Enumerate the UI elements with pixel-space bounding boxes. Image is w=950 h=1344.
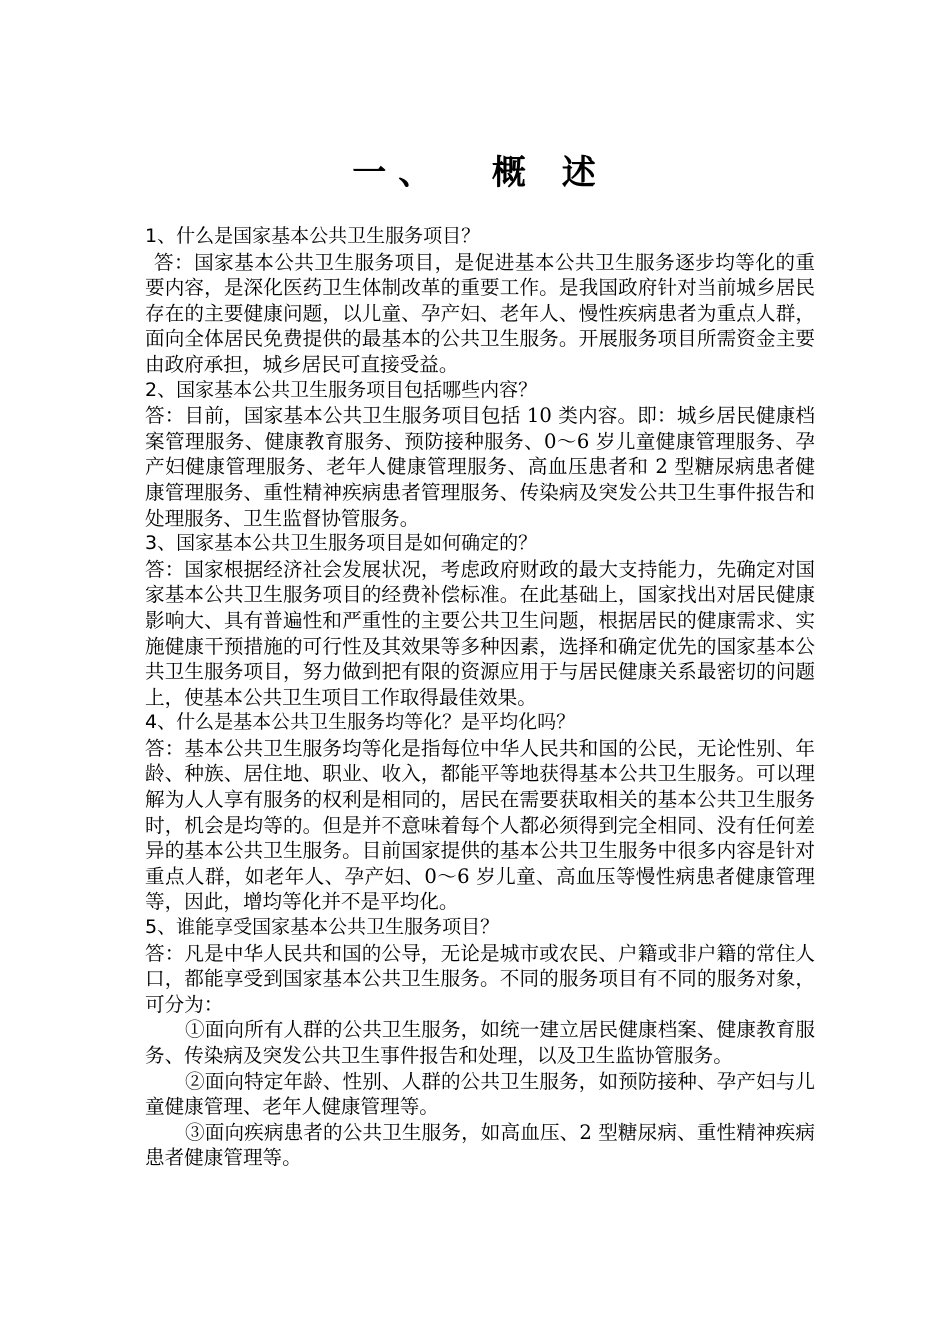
list-item: ①面向所有人群的公共卫生服务，如统一建立居民健康档案、健康教育服务、传染病及突发公共卫生事件报告和处理，以及卫生监协管服务。 bbox=[145, 1018, 815, 1067]
question-5: 5、谁能享受国家基本公共卫生服务项目？ bbox=[145, 916, 500, 939]
question-2: 2、国家基本公共卫生服务项目包括哪些内容？ bbox=[145, 378, 538, 401]
answer-2: 答：目前，国家基本公共卫生服务项目包括 10 类内容。即：城乡居民健康档案管理服务、健康教育服务、预防接种服务、0～6 岁儿童健康管理服务、孕产妇健康管理服务、老年人健康管理服务、高血压患者和 2 型糖尿病患者健康管理服务、重性精神疾病患者管理服务、传染病及突发公共卫生事件报告和处理服务、卫生监督协管服务。 bbox=[145, 404, 815, 530]
qa-section-5 bbox=[145, 915, 815, 1171]
list-item: ③面向疾病患者的公共卫生服务，如高血压、2 型糖尿病、重性精神疾病患者健康管理等。 bbox=[145, 1120, 815, 1170]
answer-5: 答：凡是中华人民共和国的公导，无论是城市或农民、户籍或非户籍的常住人口，都能享受到国家基本公共卫生服务。不同的服务项目有不同的服务对象，可分为： bbox=[145, 941, 815, 1016]
qa-content bbox=[145, 224, 815, 1171]
document-page bbox=[145, 0, 815, 1344]
answer-3: 答：国家根据经济社会发展状况，考虑政府财政的最大支持能力，先确定对国家基本公共卫生服务项目的经费补偿标准。在此基础上，国家找出对居民健康影响大、具有普遍性和严重性的主要公共卫生问题，根据居民的健康需求、实施健康干预措施的可行性及其效果等多种因素，选择和确定优先的国家基本公共卫生服务项目，努力做到把有限的资源应用于与居民健康关系最密切的问题上，使基本公共卫生项目工作取得最佳效果。 bbox=[145, 557, 815, 709]
question-3: 3、国家基本公共卫生服务项目是如何确定的？ bbox=[145, 532, 538, 555]
answer-1: 答：国家基本公共卫生服务项目，是促进基本公共卫生服务逐步均等化的重要内容，是深化医药卫生体制改革的重要工作。是我国政府针对当前城乡居民存在的主要健康问题，以儿童、孕产妇、老年人、慢性疾病患者为重点人群，面向全体居民免费提供的最基本的公共卫生服务。开展服务项目所需资金主要由政府承担，城乡居民可直接受益。 bbox=[145, 250, 815, 376]
page-title: 一、 概 述 bbox=[352, 152, 608, 193]
list-item: ②面向特定年龄、性别、人群的公共卫生服务，如预防接种、孕产妇与儿童健康管理、老年人健康管理等。 bbox=[145, 1069, 815, 1119]
question-1: 1、什么是国家基本公共卫生服务项目？ bbox=[145, 225, 481, 247]
question-4: 4、什么是基本公共卫生服务均等化？是平均化吗？ bbox=[145, 711, 576, 734]
qa-section-4 bbox=[145, 710, 815, 915]
answer-4: 答：基本公共卫生服务均等化是指每位中华人民共和国的公民，无论性别、年龄、种族、居住地、职业、收入，都能平等地获得基本公共卫生服务。可以理解为人人享有服务的权利是相同的，居民在需要获取相关的基本公共卫生服务时，机会是均等的。但是并不意味着每个人都必须得到完全相同、没有任何差异的基本公共卫生服务。目前国家提供的基本公共卫生服务中很多内容是针对重点人群，如老年人、孕产妇、0～6 岁儿童、高血压等慢性病患者健康管理等，因此，增均等化并不是平均化。 bbox=[145, 736, 815, 914]
qa-section-2 bbox=[145, 378, 815, 532]
qa-section-3 bbox=[145, 531, 815, 710]
qa-section-1 bbox=[145, 224, 815, 378]
